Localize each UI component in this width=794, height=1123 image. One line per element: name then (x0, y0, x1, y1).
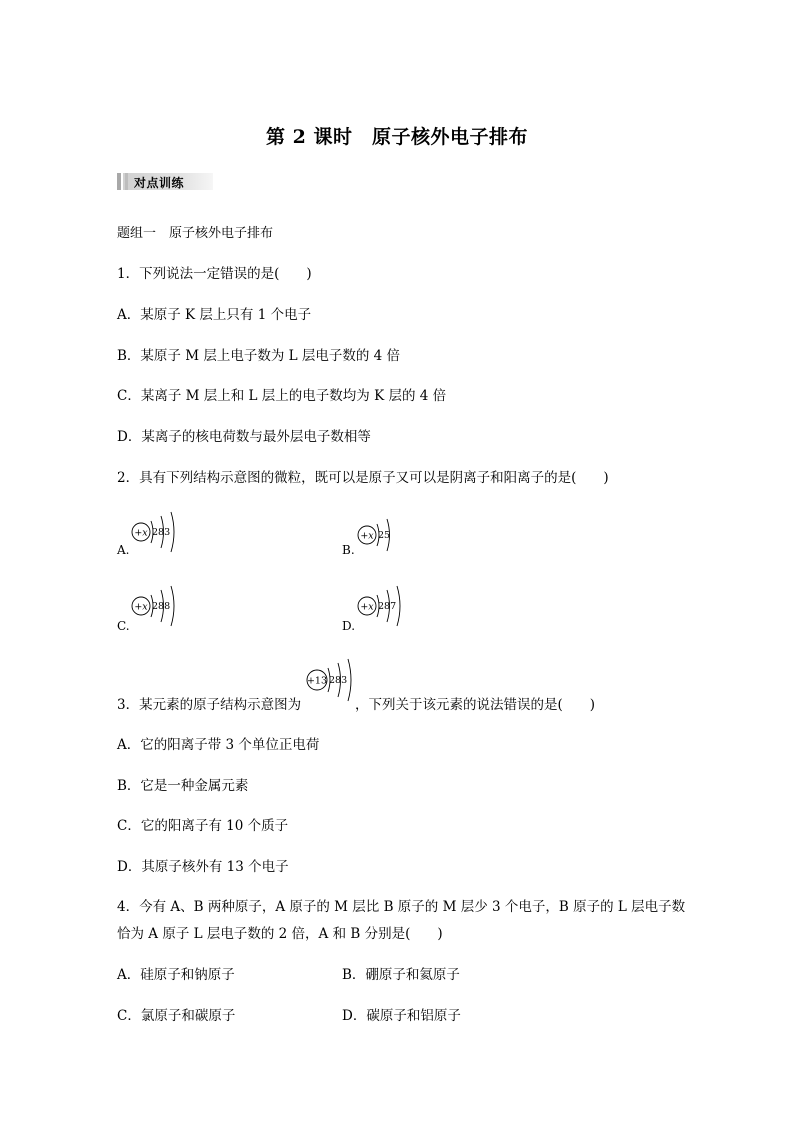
q2-option-c-diagram (130, 580, 190, 632)
electron-counts: 288 (152, 601, 171, 612)
q1-option-b: B．某原子 M 层上电子数为 L 层电子数的 4 倍 (117, 348, 401, 364)
tag-bar (117, 173, 123, 190)
q4-stem-line1: 4．今有 A、B 两种原子，A 原子的 M 层比 B 原子的 M 层少 3 个电子，B 原子的 L 层电子数 (117, 899, 686, 915)
q2-option-d-diagram (356, 580, 416, 632)
q4-option-a: A．硅原子和钠原子 (117, 967, 235, 983)
q3-stem-before: 3．某元素的原子结构示意图为 (117, 697, 302, 713)
electron-counts: 283 (329, 675, 348, 686)
q2-stem: 2．具有下列结构示意图的微粒，既可以是原子又可以是阴离子和阳离子的是( ) (117, 470, 609, 486)
q3-option-d: D．其原子核外有 13 个电子 (117, 859, 289, 875)
electron-counts: 283 (152, 527, 171, 538)
q1-stem: 1．下列说法一定错误的是( ) (117, 266, 312, 282)
q4-option-b: B．硼原子和氦原子 (342, 967, 460, 983)
group-heading: 题组一 原子核外电子排布 (117, 226, 274, 241)
nucleus-label: +x (134, 527, 148, 539)
q4-option-c: C．氯原子和碳原子 (117, 1008, 236, 1024)
nucleus-label: +x (360, 601, 374, 613)
q3-stem-after: ，下列关于该元素的说法错误的是( ) (355, 697, 596, 713)
q3-option-c: C．它的阳离子有 10 个质子 (117, 818, 289, 834)
nucleus-label: +x (360, 530, 374, 542)
q2-option-b-diagram (356, 509, 406, 559)
q3-option-b: B．它是一种金属元素 (117, 778, 249, 794)
tag-bar-2 (125, 173, 128, 190)
q1-option-d: D．某离子的核电荷数与最外层电子数相等 (117, 429, 371, 445)
section-tag (117, 173, 213, 190)
q2-option-a-diagram (130, 506, 190, 558)
q2-option-c-letter: C. (117, 619, 130, 633)
electron-counts: 287 (378, 601, 397, 612)
q4-stem-line2: 恰为 A 原子 L 层电子数的 2 倍，A 和 B 分别是( ) (117, 926, 443, 942)
electron-counts: 25 (378, 530, 391, 541)
section-tag-label: 对点训练 (134, 176, 185, 190)
q2-option-a-letter: A. (117, 543, 130, 557)
nucleus-label: +13 (306, 675, 328, 687)
q4-option-d: D．碳原子和铝原子 (342, 1008, 461, 1024)
q3-option-a: A．它的阳离子带 3 个单位正电荷 (117, 737, 320, 753)
q1-option-c: C．某离子 M 层上和 L 层上的电子数均为 K 层的 4 倍 (117, 388, 447, 404)
nucleus-label: +x (134, 601, 148, 613)
q2-option-b-letter: B. (342, 543, 355, 557)
q2-option-d-letter: D. (342, 619, 356, 633)
page-title: 第 2 课时 原子核外电子排布 (266, 126, 528, 148)
q1-option-a: A．某原子 K 层上只有 1 个电子 (117, 307, 312, 323)
